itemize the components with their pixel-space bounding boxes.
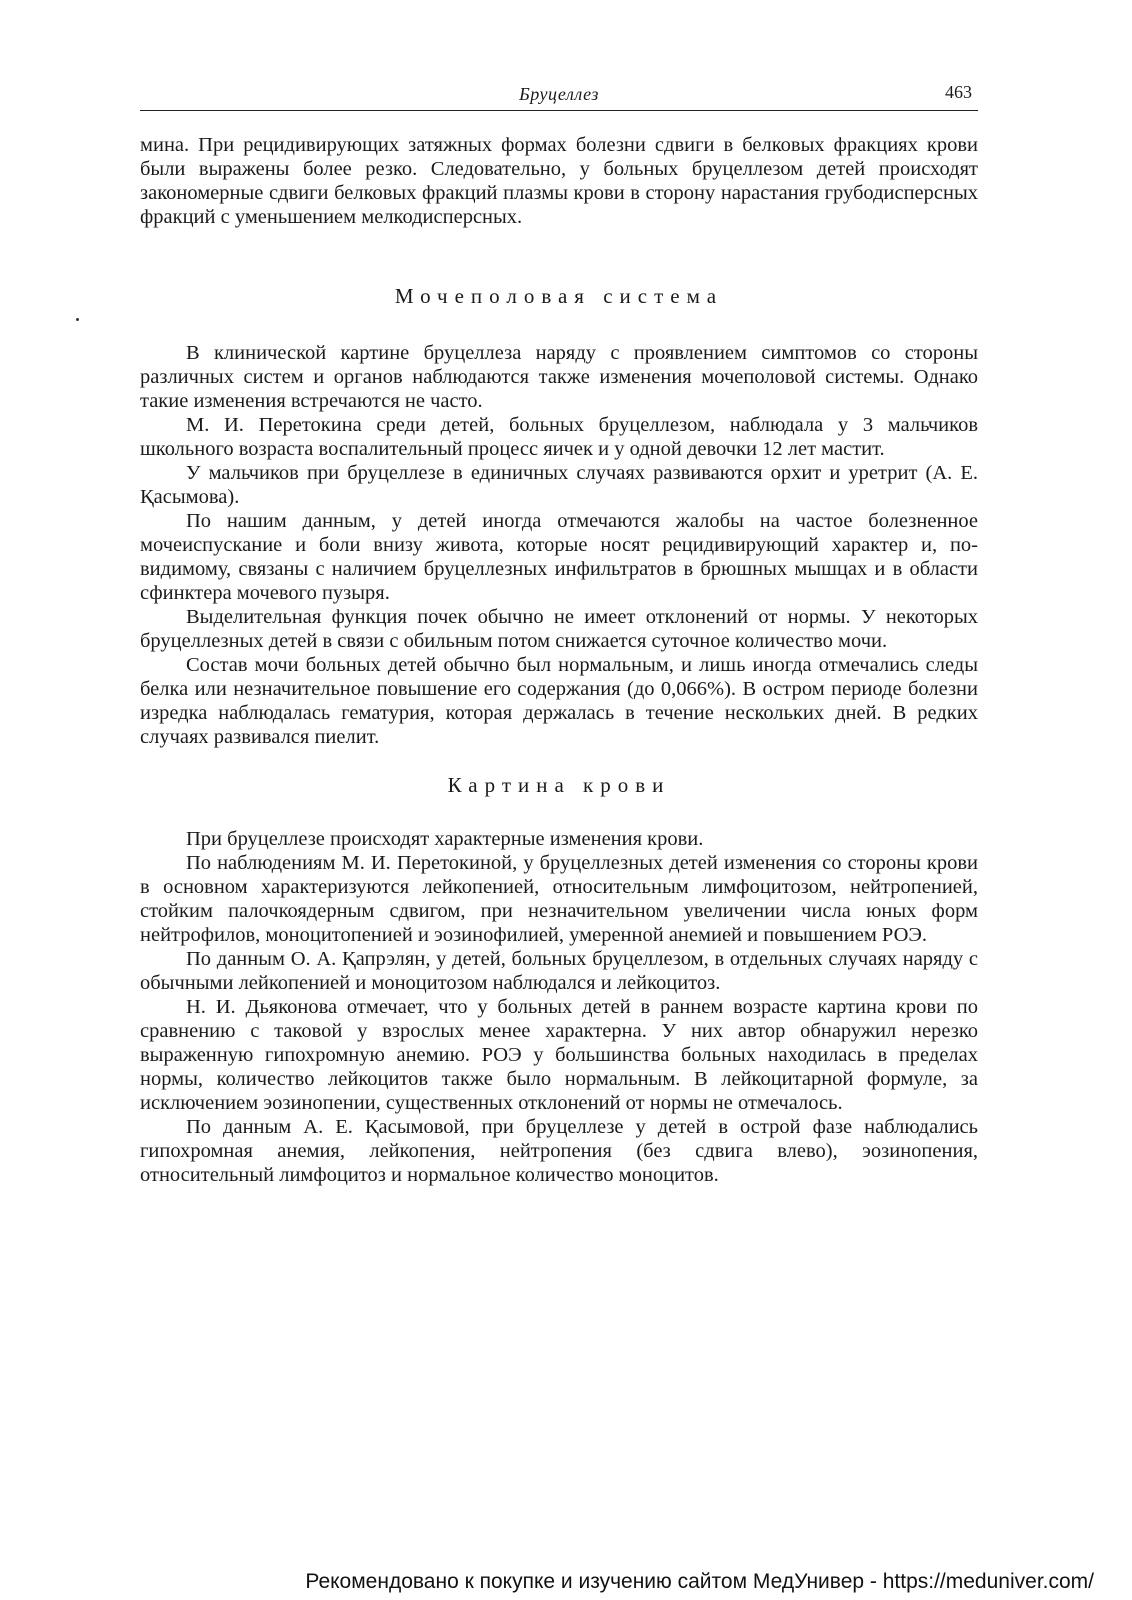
urogenital-paragraph-1: В клинической картине бруцеллеза наряду с проявлением симптомов со стороны различных систем и органов наблюдаются также изменения мочеполовой системы. Однако такие изменения встречаются не часто. (140, 342, 978, 412)
running-title: Бруцеллез (519, 84, 599, 104)
urogenital-paragraph-5: Выделительная функция почек обычно не имеет отклонений от нормы. У некоторых бруцеллезных детей в связи с обильным потом снижается суточное количество мочи. (140, 606, 978, 652)
intro-paragraph: мина. При рецидивирующих затяжных формах болезни сдвиги в белковых фракциях крови были выражены более резко. Следовательно, у больных бруцеллезом детей происходят закономерные сдвиги белковых фракций плазмы крови в сторону нарастания грубодисперсных фракций с уменьшением мелкодисперсных. (140, 134, 978, 228)
running-header (140, 78, 978, 111)
section-heading-urogenital: Мочеполовая система (394, 284, 724, 308)
page-body (140, 133, 978, 1187)
urogenital-paragraph-6: Состав мочи больных детей обычно был нормальным, и лишь иногда отмечались следы белка или незначительное повышение его содержания (до 0,066%). В остром периоде болезни изредка наблюдалась гематурия, которая держалась в течение нескольких дней. В редких случаях развивался пиелит. (140, 654, 978, 748)
urogenital-paragraph-3: У мальчиков при бруцеллезе в единичных случаях развиваются орхит и уретрит (А. Е. Қасымова). (140, 462, 978, 508)
urogenital-paragraph-2: М. И. Перетокина среди детей, больных бруцеллезом, наблюдала у 3 мальчиков школьного возраста воспалительный процесс яичек и у одной девочки 12 лет мастит. (140, 414, 978, 460)
blood-paragraph-1: При бруцеллезе происходят характерные изменения крови. (186, 828, 704, 850)
stray-print-mark (76, 318, 79, 321)
urogenital-paragraph-4: По нашим данным, у детей иногда отмечаются жалобы на частое болезненное мочеиспускание и боли внизу живота, которые носят рецидивирующий характер и, по-видимому, связаны с наличием бруцеллезных инфильтратов в брюшных мышцах и в области сфинктера мочевого пузыря. (140, 510, 978, 604)
page-number: 463 (945, 82, 972, 102)
footer-recommendation: Рекомендовано к покупке и изучению сайтом МедУнивер - https://meduniver.com/ (305, 1570, 1094, 1593)
blood-paragraph-4: Н. И. Дьяконова отмечает, что у больных детей в раннем возрасте картина крови по сравнению с таковой у взрослых менее характерна. У них автор обнаружил нерезко выраженную гипохромную анемию. РОЭ у большинства больных находилась в пределах нормы, количество лейкоцитов также было нормальным. В лейкоцитарной формуле, за исключением эозинопении, существенных отклонений от нормы не отмечалось. (140, 996, 978, 1114)
blood-paragraph-2: По наблюдениям М. И. Перетокиной, у бруцеллезных детей изменения со стороны крови в основном характеризуются лейкопенией, относительным лимфоцитозом, нейтропенией, стойким палочкоядерным сдвигом, при незначительном увеличении числа юных форм нейтрофилов, моноцитопенией и эозинофилией, умеренной анемией и повышением РОЭ. (140, 852, 978, 946)
blood-paragraph-5: По данным А. Е. Қасымовой, при бруцеллезе у детей в острой фазе наблюдались гипохромная анемия, лейкопения, нейтропения (без сдвига влево), эозинопения, относительный лимфоцитоз и нормальное количество моноцитов. (140, 1116, 978, 1186)
blood-paragraph-3: По данным О. А. Қапрэлян, у детей, больных бруцеллезом, в отдельных случаях наряду с обычными лейкопенией и моноцитозом наблюдался и лейкоцитоз. (140, 948, 978, 994)
book-page (140, 78, 978, 1187)
section-heading-blood: Картина крови (447, 773, 671, 797)
